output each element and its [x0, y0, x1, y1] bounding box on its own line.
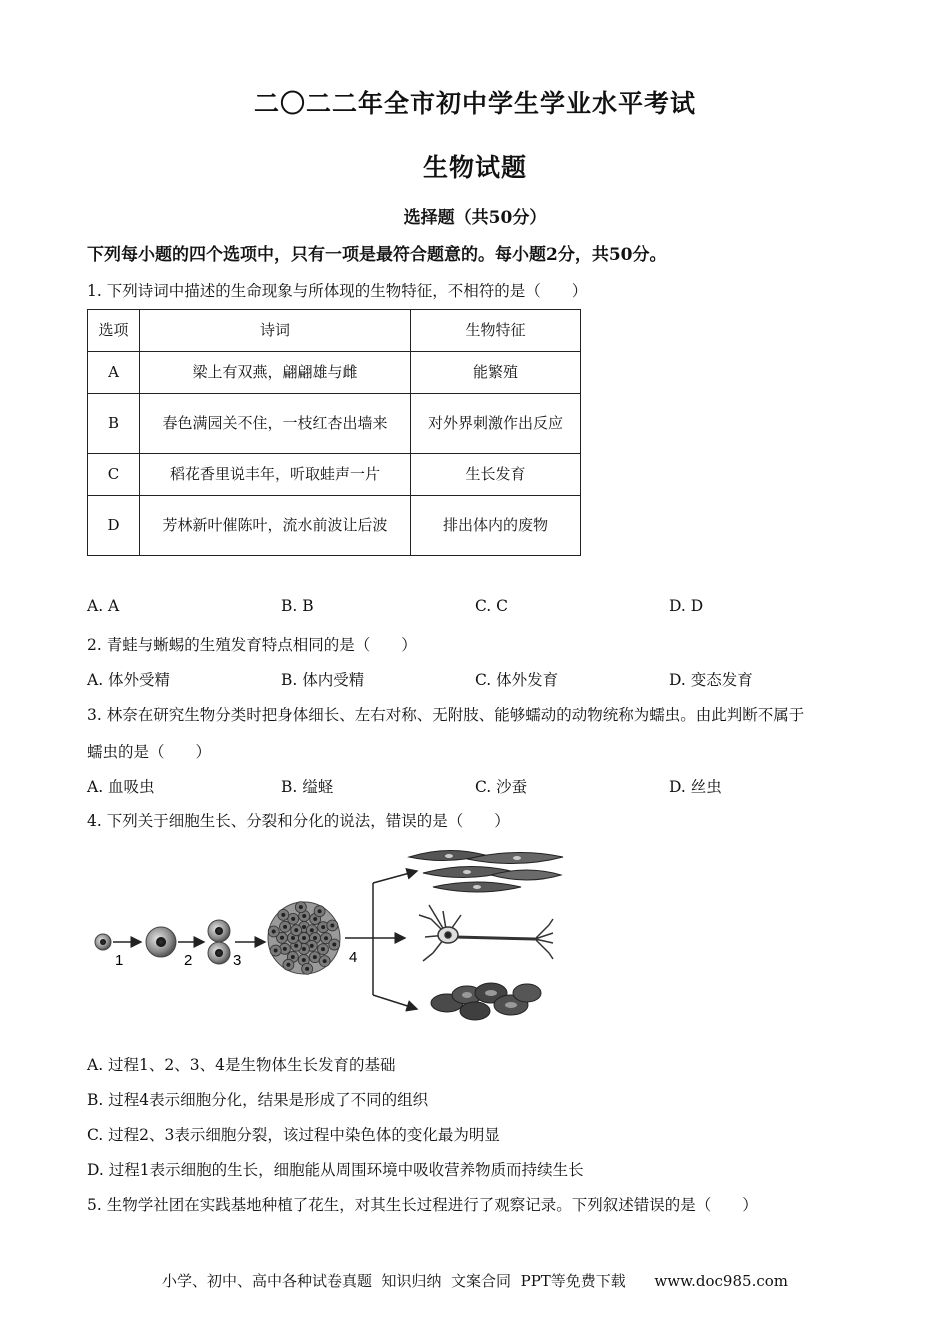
cluster-cell-nucleus [280, 936, 284, 940]
cluster-cell-nucleus [310, 944, 314, 948]
question-3-option-a[interactable]: A. 血吸虫 [87, 778, 155, 796]
question-2-option-a[interactable]: A. 体外受精 [87, 671, 171, 689]
question-3-option-c[interactable]: C. 沙蚕 [475, 778, 528, 796]
question-1-table [87, 309, 581, 556]
question-2-option-c[interactable]: C. 体外发育 [475, 671, 559, 689]
blood-cells-icon [431, 983, 541, 1020]
table-cell: B [88, 394, 140, 454]
cluster-cell-nucleus [283, 925, 287, 929]
cluster-cell-nucleus [323, 959, 327, 963]
grown-cell-icon [146, 927, 176, 957]
question-3-option-b[interactable]: B. 缢蛏 [281, 778, 334, 796]
cluster-cell-nucleus [281, 913, 285, 917]
cluster-cell-nucleus [294, 928, 298, 932]
cluster-cell-nucleus [291, 955, 295, 959]
question-3-option-d[interactable]: D. 丝虫 [669, 778, 722, 796]
table-cell: 能繁殖 [411, 352, 581, 394]
instruction: 下列每小题的四个选项中，只有一项是最符合题意的。每小题2分，共50分。 [87, 245, 667, 265]
cluster-cell-nucleus [313, 917, 317, 921]
cluster-cell-nucleus [291, 936, 295, 940]
table-cell: 春色满园关不住，一枝红杏出墙来 [140, 394, 411, 454]
question-2-option-b[interactable]: B. 体内受精 [281, 671, 365, 689]
table-cell: 对外界刺激作出反应 [411, 394, 581, 454]
cell-cluster-icon [268, 902, 340, 975]
question-3-stem-line2: 蠕虫的是（ ） [87, 743, 212, 761]
cell-process-figure [87, 845, 587, 1025]
question-4-stem: 4. 下列关于细胞生长、分裂和分化的说法，错误的是（ ） [87, 812, 510, 830]
table-cell: 梁上有双燕，翩翩雄与雌 [140, 352, 411, 394]
table-header-cell: 诗词 [140, 310, 411, 352]
table-cell: C [88, 454, 140, 496]
cluster-cell-nucleus [321, 947, 325, 951]
table-header-row [88, 310, 581, 352]
table-row [88, 454, 581, 496]
question-4-option-a[interactable]: A. 过程1、2、3、4是生物体生长发育的基础 [87, 1056, 396, 1074]
table-cell: A [88, 352, 140, 394]
muscle-tissue-icon [409, 850, 563, 892]
figure-label-4: 4 [349, 949, 358, 966]
page-footer: 小学、初中、高中各种试卷真题 知识归纳 文案合同 PPT等免费下载 www.doc985.com [161, 1272, 788, 1290]
neuron-icon [419, 905, 553, 961]
cluster-cell-nucleus [272, 929, 276, 933]
table-cell: 生长发育 [411, 454, 581, 496]
cluster-cell-nucleus [302, 914, 306, 918]
question-4-option-c[interactable]: C. 过程2、3表示细胞分裂，该过程中染色体的变化最为明显 [87, 1126, 500, 1144]
question-2-option-d[interactable]: D. 变态发育 [669, 671, 753, 689]
cluster-cell-nucleus [302, 925, 306, 929]
cluster-cell-nucleus [318, 909, 322, 913]
table-cell: 芳林新叶催陈叶，流水前波让后波 [140, 496, 411, 556]
table-row [88, 352, 581, 394]
cluster-cell-nucleus [302, 958, 306, 962]
table-row [88, 496, 581, 556]
cluster-cell-nucleus [332, 943, 336, 947]
cluster-cell-nucleus [313, 955, 317, 959]
question-1-stem: 1. 下列诗词中描述的生命现象与所体现的生物特征，不相符的是（ ） [87, 282, 588, 300]
question-3-stem-line1: 3. 林奈在研究生物分类时把身体细长、左右对称、无附肢、能够蠕动的动物统称为蠕虫。由此判断不属于 [87, 706, 805, 724]
dividing-cell-icon [208, 920, 230, 964]
question-2-stem: 2. 青蛙与蜥蜴的生殖发育特点相同的是（ ） [87, 636, 417, 654]
cluster-cell-nucleus [274, 949, 278, 953]
cluster-cell-nucleus [305, 967, 309, 971]
question-1-option-a[interactable]: A. A [87, 597, 120, 615]
question-4-option-d[interactable]: D. 过程1表示细胞的生长，细胞能从周围环境中吸收营养物质而持续生长 [87, 1161, 584, 1179]
question-5-stem: 5. 生物学社团在实践基地种植了花生，对其生长过程进行了观察记录。下列叙述错误的是（ ） [87, 1196, 758, 1214]
cluster-cell-nucleus [321, 925, 325, 929]
question-1-option-b[interactable]: B. B [281, 597, 314, 615]
cluster-cell-nucleus [294, 944, 298, 948]
cluster-cell-nucleus [299, 905, 303, 909]
table-cell: D [88, 496, 140, 556]
table-header-cell: 生物特征 [411, 310, 581, 352]
question-4-option-b[interactable]: B. 过程4表示细胞分化，结果是形成了不同的组织 [87, 1091, 429, 1109]
small-cell-icon [95, 934, 111, 950]
cluster-cell-nucleus [302, 936, 306, 940]
cluster-cell-nucleus [302, 947, 306, 951]
cluster-cell-nucleus [324, 936, 328, 940]
cluster-cell-nucleus [286, 963, 290, 967]
cluster-cell-nucleus [330, 923, 334, 927]
figure-label-3: 3 [233, 952, 242, 969]
figure-label-2: 2 [184, 952, 193, 969]
section-heading: 选择题（共50分） [403, 208, 547, 228]
table-cell: 稻花香里说丰年，听取蛙声一片 [140, 454, 411, 496]
table-row [88, 394, 581, 454]
cluster-cell-nucleus [291, 917, 295, 921]
cluster-cell-nucleus [310, 928, 314, 932]
question-1-option-c[interactable]: C. C [475, 597, 509, 615]
exam-title: 二〇二二年全市初中学生学业水平考试 [253, 89, 696, 118]
cluster-cell-nucleus [313, 936, 317, 940]
figure-label-1: 1 [115, 952, 124, 969]
table-cell: 排出体内的废物 [411, 496, 581, 556]
table-header-cell: 选项 [88, 310, 140, 352]
question-1-option-d[interactable]: D. D [669, 597, 704, 615]
cluster-cell-nucleus [283, 947, 287, 951]
exam-subtitle: 生物试题 [422, 153, 527, 182]
